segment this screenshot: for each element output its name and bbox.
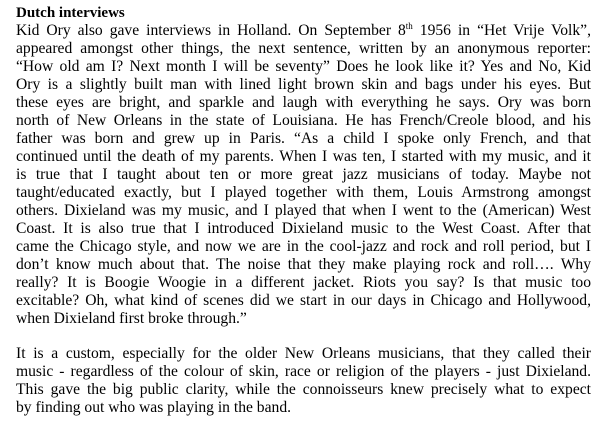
paragraph-1-line: when Dixieland first broke through.” xyxy=(16,310,247,327)
paragraph-1-line: these eyes are bright, and sparkle and laugh with everything he says. Ory was born xyxy=(16,94,591,111)
paragraph-1-line: others. Dixieland was my music, and I played that when I went to the (American) West xyxy=(16,202,591,219)
paragraph-1-line-1 xyxy=(16,22,591,40)
paragraph-2-line: It is a custom, especially for the older New Orleans musicians, that they called their xyxy=(16,345,591,362)
paragraph-1-line: appeared amongst other things, the next sentence, written by an anonymous reporter: xyxy=(16,40,591,57)
paragraph-1 xyxy=(16,22,591,328)
paragraph-1-line: “How old am I? Next month I will be seventy” Does he look like it? Yes and No, Kid xyxy=(16,58,591,75)
paragraph-1-line: don’t know much about that. The noise that they make playing rock and roll…. Why xyxy=(16,256,591,273)
paragraph-spacer xyxy=(16,328,591,345)
paragraph-1-line: excitable? Oh, what kind of scenes did we start in our days in Chicago and Hollywood, xyxy=(16,292,591,309)
document-page xyxy=(16,4,591,417)
ordinal-superscript: th xyxy=(405,21,413,31)
line-1-text-after: 1956 in “Het Vrije Volk”, xyxy=(412,22,592,39)
paragraph-1-line: came the Chicago style, and now we are in the cool-jazz and rock and roll period, but I xyxy=(16,238,591,255)
paragraph-2-line: music - regardless of the colour of skin, race or religion of the players - just Dixieland. xyxy=(16,363,591,380)
paragraph-1-line: taught/educated exactly, but I played together with them, Louis Armstrong amongst xyxy=(16,184,591,201)
paragraph-2-line: This gave the big public clarity, while the connoisseurs knew precisely what to expect xyxy=(16,381,591,398)
paragraph-1-line: father was born and grew up in Paris. “As a child I spoke only French, and that xyxy=(16,130,591,147)
paragraph-1-line: really? It is Boogie Woogie in a different jacket. Riots you say? Is that music too xyxy=(16,274,591,291)
paragraph-2-line: by finding out who was playing in the band. xyxy=(16,399,292,416)
paragraph-1-line: Ory is a slightly built man with lined light brown skin and bags under his eyes. But xyxy=(16,76,591,93)
paragraph-1-line: north of New Orleans in the state of Louisiana. He has French/Creole blood, and his xyxy=(16,112,591,129)
paragraph-1-line: continued until the death of my parents. When I was ten, I started with my music, and it xyxy=(16,148,591,165)
paragraph-2 xyxy=(16,345,591,417)
paragraph-1-line: Coast. It is also true that I introduced Dixieland music to the West Coast. After that xyxy=(16,220,591,237)
line-1-text-before: Kid Ory also gave interviews in Holland. On September 8 xyxy=(16,22,406,39)
section-heading: Dutch interviews xyxy=(16,5,125,21)
paragraph-1-line: is true that I taught about ten or more great jazz musicians of today. Maybe not xyxy=(16,166,591,183)
